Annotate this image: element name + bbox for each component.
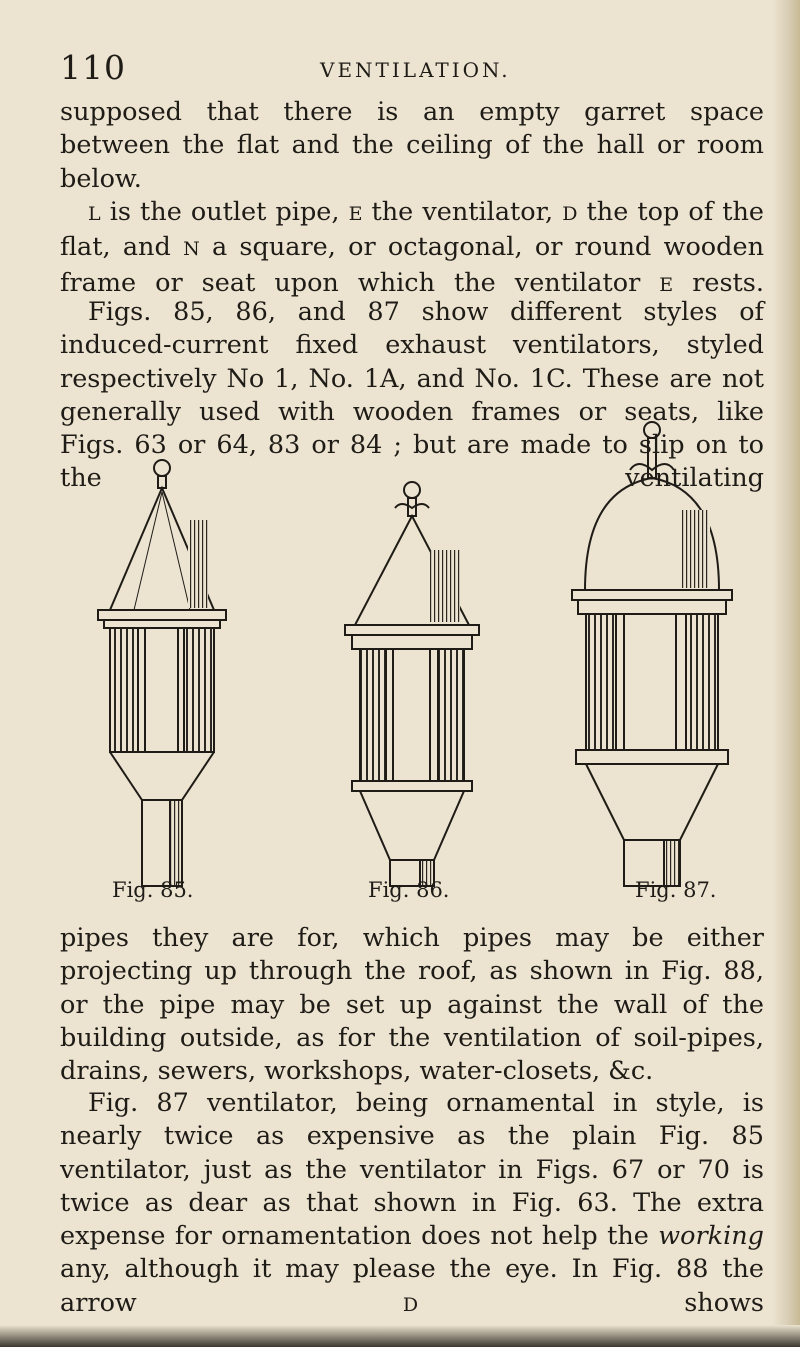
ventilator-figures: [90, 400, 770, 910]
paragraph-5-text-a: Fig. 87 ventilator, being ornamental in style, is nearly twice as expensive as the plain Fig. 85 ventilator, just as the ventilator in Figs. 67 or 70 is twice as dear as that shown in Fig. 63. The extra expense for ornamentation does not help the: [60, 1088, 764, 1252]
caption-fig-87: Fig. 87.: [635, 878, 717, 902]
paragraph-2-text-b: the ventilator,: [362, 197, 563, 227]
paragraph-2-text-d: a square, or octagonal, or round wooden frame or seat upon which the ventilator: [60, 232, 764, 298]
letter-e: E: [348, 203, 363, 225]
page-header: [60, 48, 760, 88]
page-edge-shadow: [772, 0, 800, 1347]
page-bottom-shadow: [0, 1325, 800, 1347]
letter-l: L: [88, 203, 101, 225]
fig-87-ventilator: [572, 422, 732, 886]
paragraph-4: [60, 922, 764, 1088]
running-head: VENTILATION.: [320, 58, 511, 82]
paragraph-5-emphasis: working: [658, 1221, 764, 1252]
fig-85-ventilator: [98, 460, 226, 886]
letter-d: D: [562, 203, 578, 225]
paragraph-2-text-a: is the outlet pipe,: [109, 197, 349, 227]
paragraph-5: [60, 1087, 764, 1322]
letter-d-arrow: D: [402, 1293, 419, 1316]
paragraph-3-text: Figs. 85, 86, and 87 show different styles of induced-current fixed exhaust ventilators, styled respectively No 1, No. 1A, and No. 1C. These are not generally used with wooden frames or seats, like Figs. 63 or 64, 83 or 84 ; but are made to slip on to the ventilating: [60, 297, 764, 494]
paragraph-5-text-c: shows: [418, 1287, 764, 1318]
ventilator-illustration: [90, 400, 770, 910]
paragraph-5-text-b: any, although it may please the eye. In Fig. 88 the arrow: [60, 1254, 764, 1318]
paragraph-4-text: pipes they are for, which pipes may be either projecting up through the roof, as shown in Fig. 88, or the pipe may be set up against the wall of the building outside, as for the ventilation of soil-pipes, drains, sewers, workshops, water-closets, &c.: [60, 923, 764, 1087]
paragraph-2: [60, 196, 764, 302]
letter-e-2: E: [659, 273, 674, 296]
paragraph-1-text: supposed that there is an empty garret space between the flat and the ceiling of the hall or room below.: [60, 97, 764, 194]
caption-fig-86: Fig. 86.: [368, 878, 450, 902]
page-number: 110: [60, 48, 126, 87]
fig-86-ventilator: [345, 482, 479, 886]
caption-fig-85: Fig. 85.: [112, 878, 194, 902]
paragraph-1: [60, 96, 764, 196]
paragraph-2-text-e: rests.: [673, 267, 764, 298]
paragraph-2-text-c: the top of the flat, and: [60, 197, 765, 263]
letter-n: N: [183, 238, 200, 261]
